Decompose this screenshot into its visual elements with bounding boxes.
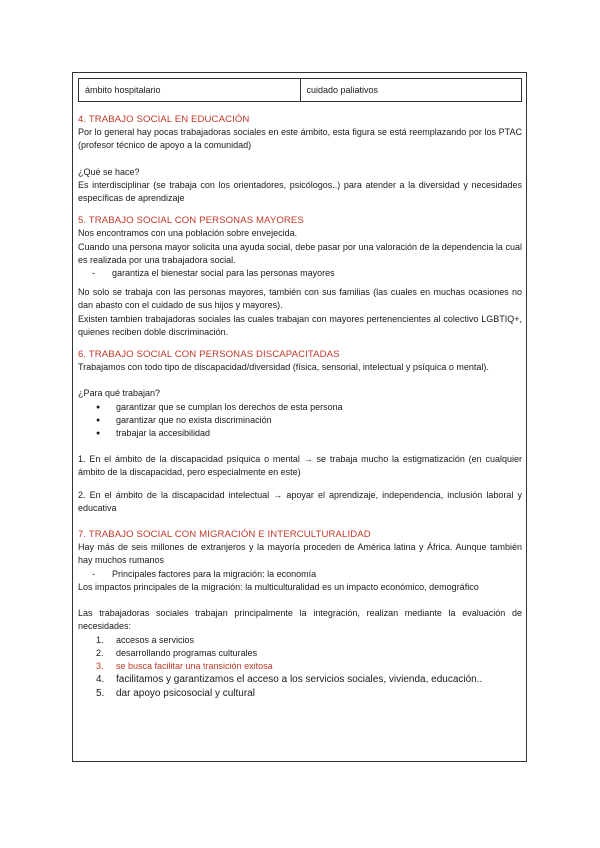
list-item: [78, 660, 522, 673]
list-item-text: desarrollando programas culturales: [116, 647, 258, 658]
list-item-text: dar apoyo psicosocial y cultural: [116, 687, 255, 699]
section-7-paragraph-1: Hay más de seis millones de extranjeros y la mayoría proceden de América latina y África. Aunque también hay muchos rumanos: [78, 542, 522, 566]
list-item: [78, 673, 522, 687]
list-number: 5.: [96, 687, 105, 699]
section-6-paragraph-2: 1. En el ámbito de la discapacidad psíquica o mental → se trabaja mucho la estigmatización (en cualquier ámbito de la discapacidad, pero especialmente en este): [78, 454, 522, 478]
list-number: 4.: [96, 674, 105, 686]
bullet-marker: ●: [96, 416, 101, 424]
dash-marker: -: [92, 568, 95, 579]
list-item: [78, 401, 522, 414]
dash-marker: -: [92, 268, 95, 279]
section-5-paragraph-3: No solo se trabaja con las personas mayores, también con sus familias (las cuales en muchas ocasiones no dan abasto con el cuidado de sus hijos y mayores).: [78, 287, 522, 311]
section-6-question: ¿Para qué trabajan?: [78, 388, 161, 399]
section-6-paragraph-3: 2. En el ámbito de la discapacidad intelectual → apoyar el aprendizaje, independencia, inclusión laboral y educativa: [78, 489, 522, 513]
list-item: [78, 414, 522, 427]
dash-item-text: Principales factores para la migración: la economía: [112, 568, 317, 579]
list-item: [78, 427, 522, 440]
section-6-heading: 6. TRABAJO SOCIAL CON PERSONAS DISCAPACITADAS: [78, 349, 340, 361]
section-5-paragraph-1: Nos encontramos con una población sobre envejecida.: [78, 228, 298, 239]
section-7-dash-item: [78, 568, 522, 581]
dash-item-text: garantiza el bienestar social para las personas mayores: [112, 268, 335, 279]
section-4-question: ¿Qué se hace?: [78, 166, 140, 177]
bullet-text: garantizar que no exista discriminación: [116, 414, 272, 425]
bullet-text: garantizar que se cumplan los derechos de esta persona: [116, 401, 343, 412]
bullet-text: trabajar la accesibilidad: [116, 428, 211, 439]
table-cell-left: ámbito hospitalario: [85, 85, 161, 95]
section-7-heading: 7. TRABAJO SOCIAL CON MIGRACIÓN E INTERCULTURALIDAD: [78, 529, 371, 541]
section-5-heading: 5. TRABAJO SOCIAL CON PERSONAS MAYORES: [78, 215, 304, 227]
section-5-dash-item: [78, 267, 522, 280]
list-number: 3.: [96, 660, 104, 671]
list-number: 1.: [96, 634, 104, 645]
list-item: [78, 687, 522, 701]
section-4-paragraph-1: Por lo general hay pocas trabajadoras sociales en este ámbito, esta figura se está reemplazando por los PTAC (profesor técnico de apoyo a la comunidad): [78, 127, 522, 151]
section-5-paragraph-2: Cuando una persona mayor solicita una ayuda social, debe pasar por una valoración de la dependencia la cual es realizada por una trabajadora social.: [78, 241, 522, 265]
list-item: [78, 647, 522, 660]
list-item-text: se busca facilitar una transición exitosa: [116, 660, 273, 671]
bullet-marker: ●: [96, 403, 101, 411]
section-6-paragraph-1: Trabajamos con todo tipo de discapacidad/diversidad (física, sensorial, intelectual y psíquica o mental).: [78, 362, 489, 373]
document-body: [78, 113, 522, 700]
section-4-heading: 4. TRABAJO SOCIAL EN EDUCACIÓN: [78, 114, 250, 125]
table-row: [78, 78, 522, 102]
list-item-text: facilitamos y garantizamos el acceso a los servicios sociales, vivienda, educación..: [116, 674, 483, 686]
list-number: 2.: [96, 647, 104, 658]
section-7-paragraph-2: Los impactos principales de la migración: la multiculturalidad es un impacto económico, demográfico: [78, 581, 479, 592]
section-4-paragraph-2: Es interdisciplinar (se trabaja con los orientadores, psicólogos..) para atender a la diversidad y necesidades específicas de aprendizaje: [78, 179, 522, 204]
section-5-paragraph-4: Existen tambien trabajadoras sociales las cuales trabajan con mayores pertenencientes al colectivo LGBTIQ+, quienes reciben doble discriminación.: [78, 313, 522, 337]
bullet-marker: ●: [96, 430, 101, 438]
section-7-paragraph-3: Las trabajadoras sociales trabajan principalmente la integración, realizan mediante la evaluación de necesidades:: [78, 608, 522, 632]
list-item-text: accesos a servicios: [116, 634, 195, 645]
table-cell-right: cuidado paliativos: [300, 79, 522, 101]
list-item: [78, 634, 522, 647]
